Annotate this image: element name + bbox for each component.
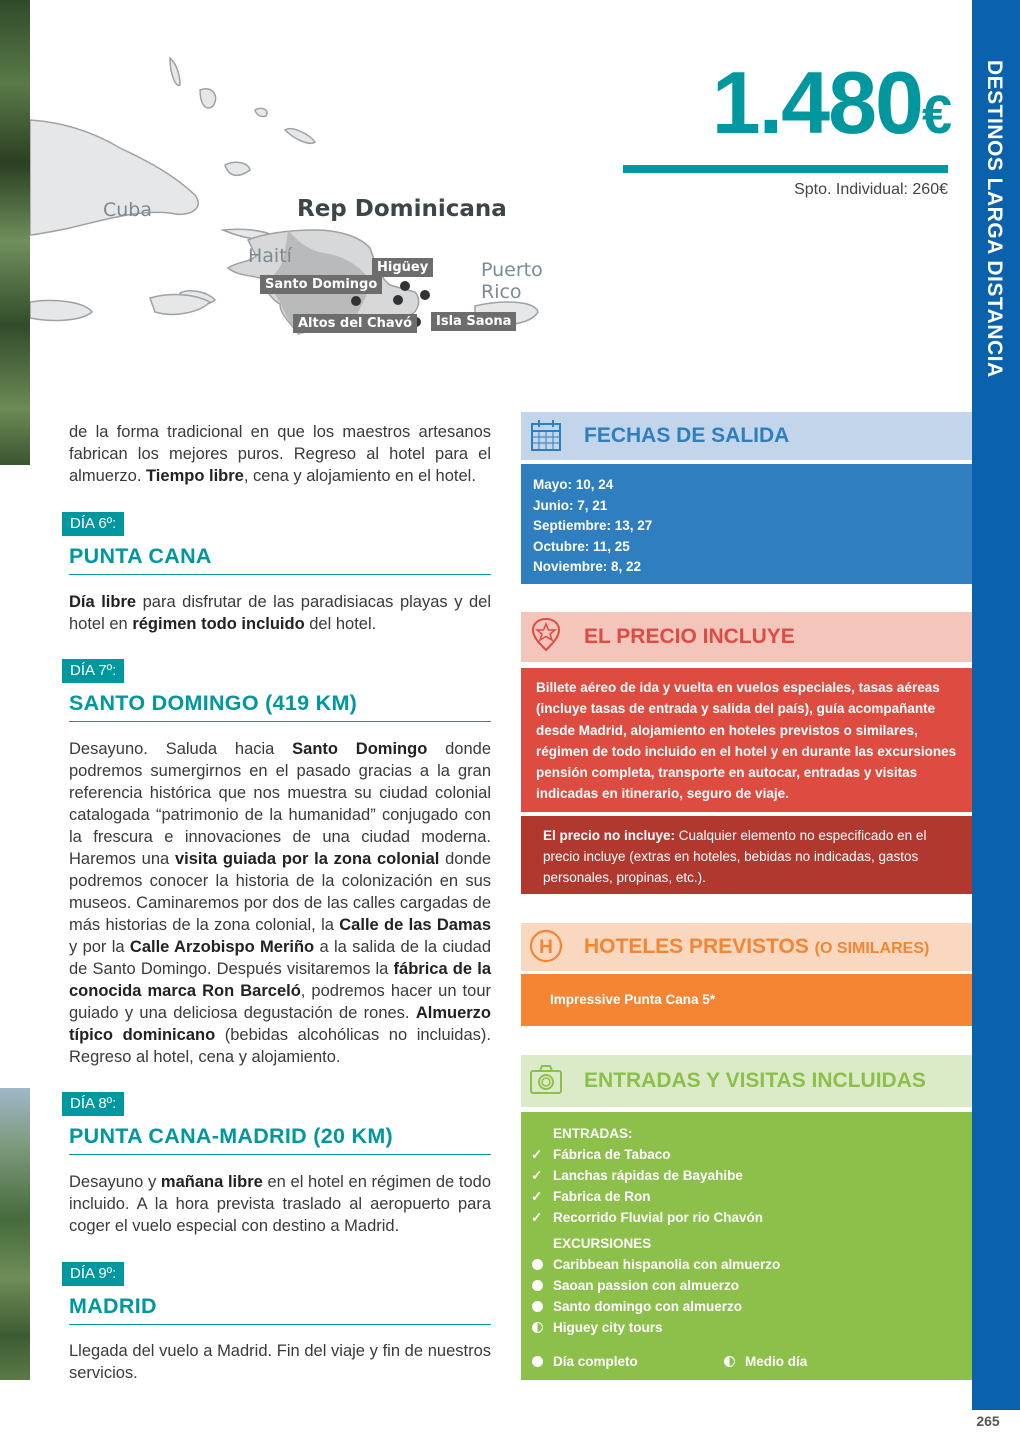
fecha-line: Mayo: 10, 24 xyxy=(533,477,614,492)
entrada-item: ✓ Lanchas rápidas de Bayahibe xyxy=(521,1165,972,1186)
map-label-cuba: Cuba xyxy=(103,199,153,221)
incluye-body: Billete aéreo de ida y vuelta en vuelos especiales, tasas aéreas (incluye tasas de entrada y salida del país), guía acompañante desde Madrid, alojamiento en hoteles previstos o similares, régimen de todo incluido en el hotel y en durante las excursiones pensión completa, transporte en autocar, entradas y visitas indicadas en itinerario, seguro de viaje. xyxy=(521,668,972,812)
incluye-header xyxy=(521,612,972,662)
hoteles-header xyxy=(521,923,972,971)
photo-strip-bottom xyxy=(0,1088,30,1380)
check-icon: ✓ xyxy=(531,1147,543,1162)
excursion-item: Santo domingo con almuerzo xyxy=(521,1296,972,1317)
excursion-item: Saoan passion con almuerzo xyxy=(521,1275,972,1296)
legend-half-day: Medio día xyxy=(713,1351,807,1372)
svg-text:H: H xyxy=(539,937,553,958)
entrada-item: ✓ Fábrica de Tabaco xyxy=(521,1144,972,1165)
entrada-item: ✓ Recorrido Fluvial por rio Chavón xyxy=(521,1207,972,1228)
half-day-icon xyxy=(532,1322,543,1333)
fechas-title: FECHAS DE SALIDA xyxy=(584,424,790,447)
section-band-label: DESTINOS LARGA DISTANCIA xyxy=(983,60,1006,378)
check-icon: ✓ xyxy=(531,1210,543,1225)
map-label-puerto-rico-2: Rico xyxy=(481,281,522,303)
single-supplement: Spto. Individual: 260€ xyxy=(794,181,948,198)
price: 1.480€ xyxy=(711,53,950,152)
day-8-text: Desayuno y mañana libre en el hotel en régimen de todo incluido. A la hora prevista traslado al aeropuerto para coger el vuelo especial con destino a Madrid. xyxy=(69,1173,491,1235)
price-underline xyxy=(623,165,948,173)
no-incluye-body: El precio no incluye: Cualquier elemento no especificado en el precio incluye (extras en hoteles, bebidas no indicadas, gastos personales, propinas, etc.). xyxy=(521,816,972,894)
fecha-line: Octubre: 11, 25 xyxy=(533,538,630,554)
fechas-body xyxy=(521,464,972,584)
day-9-text: Llegada del vuelo a Madrid. Fin del viaje y fin de nuestros servicios. xyxy=(69,1342,491,1382)
legend-full-day: Día completo xyxy=(521,1351,638,1372)
fecha-line: Septiembre: 13, 27 xyxy=(533,518,653,533)
page-number: 265 xyxy=(976,1413,1000,1429)
day-6-tag: DÍA 6º: xyxy=(62,512,124,536)
hoteles-title: HOTELES PREVISTOS (O SIMILARES) xyxy=(584,935,930,958)
camera-icon xyxy=(529,1063,563,1097)
day-6-text: Día libre para disfrutar de las paradisiacas playas y del hotel en régimen todo incluido del hotel. xyxy=(69,593,491,633)
fecha-line: Noviembre: 8, 22 xyxy=(533,559,642,574)
no-incluye-label: El precio no incluye: xyxy=(543,828,676,843)
calendar-icon xyxy=(529,418,563,452)
day-9-tag: DÍA 9º: xyxy=(62,1262,124,1286)
hotel-name: Impressive Punta Cana 5* xyxy=(521,974,972,1026)
day-8-tag: DÍA 8º: xyxy=(62,1092,124,1116)
entradas-title: ENTRADAS Y VISITAS INCLUIDAS xyxy=(584,1069,926,1092)
full-day-icon xyxy=(532,1280,543,1291)
legend xyxy=(521,1351,972,1372)
fecha-line: Junio: 7, 21 xyxy=(533,497,608,513)
day-9-title: MADRID xyxy=(69,1294,491,1325)
half-day-icon xyxy=(724,1356,735,1367)
map-title: Rep Dominicana xyxy=(297,196,507,222)
check-icon: ✓ xyxy=(531,1189,543,1204)
entrada-item: ✓ Fabrica de Ron xyxy=(521,1186,972,1207)
day-6-title: PUNTA CANA xyxy=(69,544,491,575)
map-tag-higuey: Higüey xyxy=(372,258,433,277)
map xyxy=(30,30,570,360)
intro-paragraph: de la forma tradicional en que los maestros artesanos fabrican los mejores puros. Regreso al hotel para el almuerzo. Tiempo libre, cena y alojamiento en el hotel. xyxy=(69,423,491,485)
entradas-header xyxy=(521,1055,972,1107)
entradas-label: ENTRADAS: xyxy=(553,1126,633,1141)
incluye-title: EL PRECIO INCLUYE xyxy=(584,625,795,648)
excursion-item: Caribbean hispanolia con almuerzo xyxy=(521,1254,972,1275)
full-day-icon xyxy=(532,1259,543,1270)
day-7-tag: DÍA 7º: xyxy=(62,659,124,683)
photo-strip-top xyxy=(0,0,30,465)
hotel-icon xyxy=(529,929,563,963)
excursiones-label: EXCURSIONES xyxy=(553,1236,652,1251)
day-7-title: SANTO DOMINGO (419 KM) xyxy=(69,691,491,722)
map-tag-santo-domingo: Santo Domingo xyxy=(260,275,382,294)
full-day-icon xyxy=(532,1301,543,1312)
map-tag-altos-del-chavo: Altos del Chavó xyxy=(293,314,417,333)
map-label-haiti: Haití xyxy=(248,245,292,267)
check-icon: ✓ xyxy=(531,1168,543,1183)
map-label-puerto-rico-1: Puerto xyxy=(481,259,543,281)
map-tag-isla-saona: Isla Saona xyxy=(431,312,516,331)
full-day-icon xyxy=(532,1356,543,1367)
excursion-item: Higuey city tours xyxy=(521,1317,972,1338)
fechas-header xyxy=(521,412,972,460)
badge-star-icon xyxy=(529,618,563,652)
day-8-title: PUNTA CANA-MADRID (20 KM) xyxy=(69,1124,491,1155)
entradas-body xyxy=(521,1112,972,1380)
day-7-text: Desayuno. Saluda hacia Santo Domingo donde podremos sumergirnos en el pasado gracias a la gran referencia histórica que nos muestra su ciudad colonial catalogada “patrimonio de la humanidad” conjugado con la frescura e innovaciones de una ciudad moderna. Haremos una visita guiada por la zona colonial donde podremos conocer la historia de la colonización en sus museos. Caminaremos por dos de las calles cargadas de más historias de la zona colonial, la Calle de las Damas y por la Calle Arzobispo Meriño a la salida de la ciudad de Santo Domingo. Después visitaremos la fábrica de la conocida marca Ron Barceló, podremos hacer un tour guiado y una deliciosa degustación de rones. Almuerzo típico dominicano (bebidas alcohólicas no incluidas). Regreso al hotel, cena y alojamiento. xyxy=(69,740,491,1066)
